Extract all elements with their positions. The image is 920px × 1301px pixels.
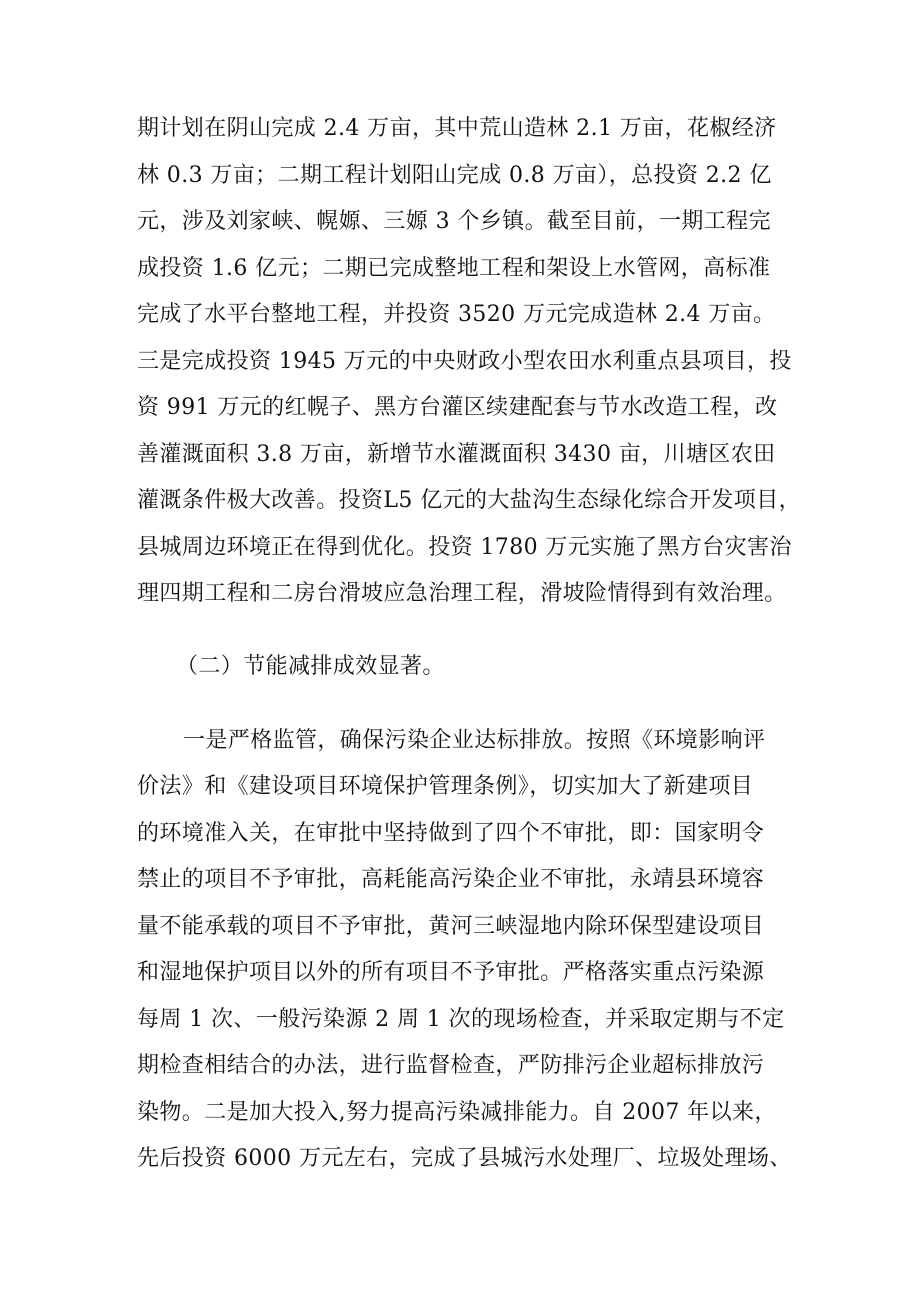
text-line: 禁止的项目不予审批，高耗能高污染企业不审批，永靖县环境容 [137, 867, 765, 892]
text-line: 先后投资 6000 万元左右，完成了县城污水处理厂、垃圾处理场、 [137, 1146, 792, 1171]
text-line: 染物。二是加大投入,努力提高污染减排能力。自 2007 年以来， [137, 1100, 777, 1125]
text-line: 每周 1 次、一般污染源 2 周 1 次的现场检查，并采取定期与不定 [137, 1007, 785, 1032]
text-line: 理四期工程和二房台滑坡应急治理工程，滑坡险情得到有效治理。 [137, 581, 787, 606]
text-line: 灌溉条件极大改善。投资L5 亿元的大盐沟生态绿化综合开发项目， [137, 488, 802, 513]
text-line: 林 0.3 万亩；二期工程计划阳山完成 0.8 万亩），总投资 2.2 亿 [137, 163, 772, 188]
text-line: 元，涉及刘家峡、幌嫄、三嫄 3 个乡镇。截至目前，一期工程完 [137, 209, 771, 234]
text-line: 和湿地保护项目以外的所有项目不予审批。严格落实重点污染源 [137, 960, 765, 985]
text-line: 三是完成投资 1945 万元的中央财政小型农田水利重点县项目，投 [137, 349, 792, 374]
text-line: 的环境准入关，在审批中坚持做到了四个不审批，即：国家明令 [137, 821, 765, 846]
text-line: 完成了水平台整地工程，并投资 3520 万元完成造林 2.4 万亩。 [137, 302, 776, 327]
section-heading: （二）节能减排成效显著。 [176, 654, 445, 679]
text-line: 资 991 万元的红幌子、黑方台灌区续建配套与节水改造工程，改 [137, 395, 778, 420]
text-line: 一是严格监管，确保污染企业达标排放。按照《环境影响评 [183, 728, 766, 753]
text-line: 县城周边环境正在得到优化。投资 1780 万元实施了黑方台灾害治 [137, 535, 792, 560]
text-line: 成投资 1.6 亿元；二期已完成整地工程和架设上水管网，高标准 [137, 256, 771, 281]
text-line: 期检查相结合的办法，进行监督检查，严防排污企业超标排放污 [137, 1053, 765, 1078]
text-line: 善灌溉面积 3.8 万亩，新增节水灌溉面积 3430 亩，川塘区农田 [137, 442, 776, 467]
text-line: 量不能承载的项目不予审批，黄河三峡湿地内除环保型建设项目 [137, 914, 765, 939]
text-line: 期计划在阴山完成 2.4 万亩，其中荒山造林 2.1 万亩，花椒经济 [137, 116, 777, 141]
text-line: 价法》和《建设项目环境保护管理条例》，切实加大了新建项目 [137, 774, 754, 799]
